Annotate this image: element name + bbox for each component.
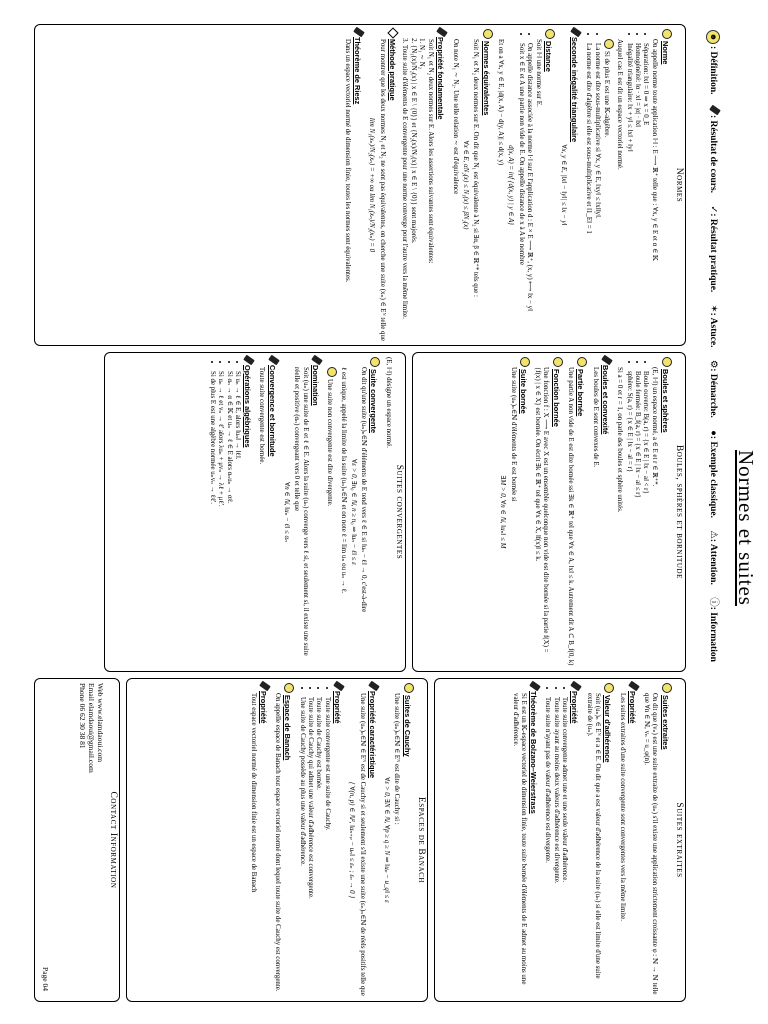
normes-box [34,24,686,346]
norme-body: On appelle norme toute application ‖·‖ : E ⟶ ℝ⁺ telle que : ∀x, y ∈ E et α ∈ 𝕂 [651,39,659,261]
pen-icon [243,355,255,366]
dom-section [282,357,322,667]
cb-title: Convergence et bornitude [267,365,277,457]
riesz-section [343,29,365,341]
riesz-title: Théorème de Riesz [353,37,363,105]
cauchy-title: Suites de Cauchy [402,695,412,757]
carac-formula: { ∀(n, p) ∈ ℕ², ‖uₙ₊ₚ − uₙ‖ ≤ εₙ ; εₙ → 0 } [348,781,356,899]
contact-box [34,678,120,1002]
definition-icon [404,683,414,693]
partie-title: Partie bornée [576,369,586,417]
dom-title: Domination [310,365,320,406]
list-item: • Soit x ∈ E et A une partie non vide de E. On appelle distance de x à A le nombre [516,43,524,341]
example-icon: ● [708,430,718,436]
ext-prop2-section [543,683,581,997]
list-item: • Inégalité triangulaire: ‖x + y‖ ≤ ‖x‖ + ‖y‖ [624,43,632,341]
equiv-formula: ∀x ∈ E, αN₂(x) ≤ N₁(x) ≤ βN₂(x) [462,140,470,230]
partie-section [566,357,588,667]
bw-section [510,683,540,997]
legend [706,30,722,1000]
definition-icon [520,357,530,367]
banach-box [126,678,428,1002]
definition-icon [662,29,672,39]
definition-icon [662,683,672,693]
suite-bornee-formula: ∃M > 0, ∀n ∈ ℕ, ‖uₙ‖ ≤ M [499,475,507,549]
convex-section [590,357,612,667]
pen-icon [709,105,721,116]
pen-icon [601,355,613,366]
distance-section [496,29,556,341]
banach-prop2-title: Propriété [258,691,268,724]
definition-icon [483,29,493,39]
carac-title: Propriété caractéristique [367,691,377,779]
list-item: • Une suite de Cauchy possède au plus une valeur d'adhérence. [297,697,305,997]
legend-demarche: : Démarche. [708,368,718,418]
ext-title: Suites extraites [660,695,670,750]
norme-title: Norme [660,41,670,65]
distance-body: Soit ‖·‖ une norme sur E. [535,39,543,107]
definition-icon [284,683,294,693]
definition-icon [553,357,563,367]
extraites-box [434,678,686,1002]
cauchy-body: Une suite (uₙ)ₙ∈ℕ ∈ Eᴺ est dite de Cauchy si : [393,693,401,825]
fonction-title: Fonction bornée [551,369,561,427]
cb-body: Toute suite convergente est bornée. [258,367,266,465]
algebre-info: Si de plus E est une 𝕂-algèbre. [602,51,610,138]
pen-icon [268,355,280,366]
list-item: 2. {N₁(x)/N₂(x) | x ∈ E \ {0}} et {N₂(x)/N₁(x) | x ∈ E \ {0}} sont majorés. [408,45,416,341]
ext-prop2-title: Propriété [570,691,580,724]
legend-resultat-cours: : Résultat de cours. [708,114,718,194]
op-title: Opérations algébriques [243,365,253,448]
equiv-after: On note N₁ ∼ N₂. Une telle relation ∼ est d'équivalence [451,39,459,195]
info-icon: ⓘ [708,597,718,607]
list-item: • Si αₙ → α ∈ 𝕂 et uₙ → ℓ ∈ E alors αₙuₙ → αℓ. [224,371,232,667]
equiv-body: Soit N₁ et N₂ deux normes sur E. On dit que N₁ est équivalente à N₂ si ∃α, β ∈ ℝ⁺* tels que : [472,39,480,297]
banach-prop-section [297,683,343,997]
page-title: Normes et suites [734,450,758,606]
list-item: • Boule ouverte: B(a, r) = {x ∈ E | ‖x − a‖ < r} [641,371,649,667]
contact-email[interactable]: Email elamdaoui@gmail.com [87,683,96,773]
cauchy-formula: ∀ε > 0, ∃N ∈ ℕ, ∀p ≥ q ≥ N ⇒ ‖uₚ − u_q‖ ≤ ε [383,777,391,903]
list-item: • Homogénéité: ‖α · x‖ = |α| · ‖x‖ [633,43,641,341]
methode-formula: lim N₁(xₙ)/N₂(xₙ) = +∞ ou lim N₁(xₙ)/N₂(xₙ) = 0 [368,117,376,253]
legend-attention: : Attention. [708,538,718,585]
header [686,30,758,1000]
list-item: 1. N₁ ∼ N₂ [417,45,425,341]
ext-body: On dit que (vₙ) est une suite extraite de (uₙ) s'il existe une application strictement croissante φ : ℕ → ℕ telle que ∀n ∈ ℕ, vₙ = u_φ(n). [643,693,659,995]
cb-section [257,357,279,667]
legend-astuce: : Astuce. [708,312,718,348]
ineq-title: Seconde inégalité triangulaire [570,37,580,143]
definition-icon [662,357,672,367]
banach-heading: Espaces de Banach [416,796,426,884]
conv-intro [383,357,391,667]
convex-title: Boules et convexité [600,365,610,435]
legend-exemple: : Exemple classique. [708,435,718,518]
sc-formula: ∀ε > 0, ∃n₀ ∈ ℕ, n ≥ n₀ ⇒ ‖uₙ − ℓ‖ ≤ ε [349,459,357,565]
list-item: • Toute suite ayant au moins deux valeurs d'adhérence est divergente. [551,697,559,997]
bs-after: Si a = 0 et r = 1, on parle des boules et sphère unités. [616,367,624,513]
partie-body: Une partie A non vide de E est dite bornée ssi ∃k ∈ ℝ⁺ tel que ∀x ∈ A, ‖x‖ ≤ k. Autrement dit A ⊂ B_f(0, k) [567,367,575,666]
pen-icon [259,681,271,692]
list-item: • La norme est dite sous-multiplicative si ∀x, y ∈ E, ‖xy‖ ≤ ‖x‖‖y‖. [592,43,600,341]
definition-icon [370,357,380,367]
banach-prop2-body: Tout espace vectoriel normé de dimension finie est un espace de Banach [249,693,257,893]
pen-icon [570,27,582,38]
adh-title: Valeur d'adhérence [603,695,613,763]
norme-after: Auquel cas E est dit un espace vectoriel normé. [616,39,624,170]
contact-web[interactable]: Web www.elamdaoui.com [96,683,105,763]
prop-fond-body: Soit N₁ et N₂ deux normes sur E. Alors les assertions suivantes sont équivalentes: [427,39,435,264]
pen-icon [333,681,345,692]
info-icon [604,39,614,49]
sc-title: Suite convergente [369,369,379,434]
list-item: • On appelle distance associée à la norme ‖·‖ sur E l'application d : E × E ⟶ ℝ⁺, (x, y) ⟼ ‖x − y‖ [525,43,533,341]
equiv-section [450,29,492,341]
bw-title: Théorème de Bolzano–Weierstrass [529,691,539,814]
suite-bornee-body: Une suite (uₙ)ₙ∈ℕ d'éléments de E est bornée si [509,367,517,502]
legend-resultat-pratique: : Résultat pratique. [708,213,718,293]
esp-body: On appelle espace de Banach tout espace vectoriel normé dont lequel toute suite de Cauchy est convergente. [274,693,282,992]
definition-icon [545,29,555,39]
list-item: • Toute suite de Cauchy qui admet une valeur d'adhérence est convergente. [306,697,314,997]
list-item: • Toute suite convergente est une suite de Cauchy. [322,697,330,997]
normes-heading: Normes [674,167,684,203]
prop-fond-section [400,29,447,341]
ineq-section [558,29,581,341]
list-item: • Boule fermée: B_f(a, r) = {x ∈ E | ‖x − a‖ ≤ r} [633,371,641,667]
list-item: • Si uₙ → ℓ et vₙ → ℓ' alors λuₙ + μvₙ → λℓ + μℓ'. [216,371,224,667]
warning-icon: ⚠ [708,530,718,539]
star-icon: ✶ [708,304,718,313]
pen-icon [368,681,380,692]
sc-after: ℓ est unique, appelé la limite de la suite (uₙ)ₙ∈ℕ et on note ℓ = lim uₙ ou uₙ → ℓ. [339,367,347,594]
page-number: Page 04 [41,967,50,991]
definition-icon [604,683,614,693]
fonction-body: Une fonction f : X ⟶ E avec X est un ensemble quelconque non vide est dite bornée si la partie f(X) = {f(x) | x ∈ X} est bornée. On écrit ∃k ∈ ℝ⁺ tel que ∀x ∈ X, ‖f(x)‖ ≤ k. [534,367,550,653]
adh-body: Soit (uₙ)ₙ ∈ Eᴺ et a ∈ E. On dit que a est valeur d'adhérence de la suite (uₙ) si elle est limite d'une suite extraite de (uₙ). [585,693,601,979]
pen-icon [437,27,449,38]
suite-bornee-section [498,357,530,667]
bs-section [615,357,672,667]
list-item: • La norme est dite d'algèbre si elle est sous-multiplicative et ‖1_E‖ = 1 [584,43,592,341]
info-icon [327,367,337,377]
sc-body: On dit qu'une suite (uₙ)ₙ∈ℕ d'éléments de E tend vers ℓ ∈ E si ‖uₙ − ℓ‖ → 0, c'est-à-dire [360,367,368,613]
distance-after: Et on a ∀x, y ∈ E, |d(x, A) − d(y, A)| ≤ d(x, y) [496,39,504,166]
op-section [208,357,254,667]
methode-section [367,29,397,341]
carac-body: Une suite (uₙ)ₙ∈ℕ ∈ Eᴺ est de Cauchy si et seulement s'il existe une suite (εₙ)ₙ∈ℕ de réels positifs telle que [358,693,366,996]
list-item: • Si uₙ → ℓ ∈ E, alors ‖uₙ‖ → ‖ℓ‖. [233,371,241,667]
esp-title: Espace de Banach [283,695,293,761]
pen-icon [571,681,583,692]
esp-section [273,683,295,997]
definition-icon [577,357,587,367]
adh-section [584,683,614,997]
check-icon: ✓ [708,205,718,214]
cauchy-section [382,683,414,997]
ext-section [642,683,672,997]
methode-body: Pour montrer que les deux normes N₁ et N₂ ne sont pas équivalentes, on cherche une suite (xₙ) ∈ Eᴺ telle que [378,39,386,341]
equiv-title: Normes équivalentes [481,41,491,116]
convergentes-box [104,352,406,672]
pen-icon [529,681,541,692]
suite-bornee-title: Suite bornée [518,369,528,414]
extraites-heading: Suites extraites [674,802,684,878]
conv-intro-text: (E, ‖·‖) désigne un espace normé. [384,357,392,448]
convergentes-heading: Suites convergentes [394,464,404,560]
list-item: • sphère: S(a, r) = {x ∈ E | ‖x − a‖ = r} [624,371,632,667]
fonction-section [533,357,563,667]
dom-formula: ∀n ∈ ℕ, ‖uₙ − ℓ‖ ≤ αₙ [283,482,291,542]
pen-icon [311,355,323,366]
dom-body: Soit (uₙ) une suite de E et ℓ ∈ E. Alors la suite (uₙ) converge vers ℓ si, et seulement si, il existe une suite réelle et positive (αₙ) convergeant vers 0 et telle que [293,367,309,656]
sc-warn: Une suite non convergente est dite divergente. [326,379,334,507]
pen-icon [628,681,640,692]
definition-icon: ☻ [706,30,720,44]
list-item: • Si de plus E est une algèbre normée uₙvₙ → ℓℓ'. [208,371,216,667]
sc-section [325,357,380,667]
boules-heading: Boules, sphères et bornitude [674,444,684,580]
tool-icon [387,27,398,38]
ext-prop-section [617,683,639,997]
carac-section [347,683,379,997]
prop-fond-title: Propriété fondamentale [436,37,446,120]
boules-box [412,352,686,672]
legend-definition: : Définition. [708,46,718,95]
ext-prop-title: Propriété [627,691,637,724]
list-item: 3. Toute suite d'éléments de E convergente pour une norme converge pour l'autre vers la même limite. [400,45,408,341]
contact-phone: Phone 06 62 30 38 81 [78,683,87,749]
bw-body: Si E est un 𝕂-espace vectoriel de dimension finie, toute suite bornée d'éléments de E admet au moins une valeur d'adhérence. [511,693,527,985]
ineq-formula: ∀x, y ∈ E, |‖x‖ − ‖y‖| ≤ ‖x − y‖ [559,144,567,226]
list-item: • Séparation: ‖x‖ = 0 ⇒ x = 0_E [641,43,649,341]
distance-formula: d(x, A) = inf {d(x, y) | y ∈ A} [507,145,515,225]
methode-title: Méthode pratique [387,39,397,101]
tool-icon: ⚙ [708,359,718,369]
list-item: • Toute suite convergente admet une et une seule valeur d'adhérence. [560,697,568,997]
bs-body: (E, ‖·‖) un espace normé, a ∈ E et r ∈ ℝ⁺*. [651,367,659,487]
legend-information: : Information [708,606,718,662]
banach-prop2-section [248,683,270,997]
pen-icon [353,27,365,38]
banach-prop-title: Propriété [332,691,342,724]
bs-title: Boules et sphères [660,369,670,433]
list-item: • Toute suite de Cauchy est bornée. [314,697,322,997]
convex-body: Les boules de E sont convexes de E. [591,367,599,468]
contact-heading: Contact Information [108,791,118,889]
ext-prop-body: Les suites extraites d'une suite convergente sont convergentes vers la même limite. [618,693,626,921]
list-item: • Toute suite n'ayant pas de valeur d'adhérence est divergente. [543,697,551,997]
norme-section [584,29,672,341]
riesz-body: Dans un espace vectoriel normé de dimension finie, toutes les normes sont équivalentes. [343,39,351,283]
distance-title: Distance [544,41,554,72]
